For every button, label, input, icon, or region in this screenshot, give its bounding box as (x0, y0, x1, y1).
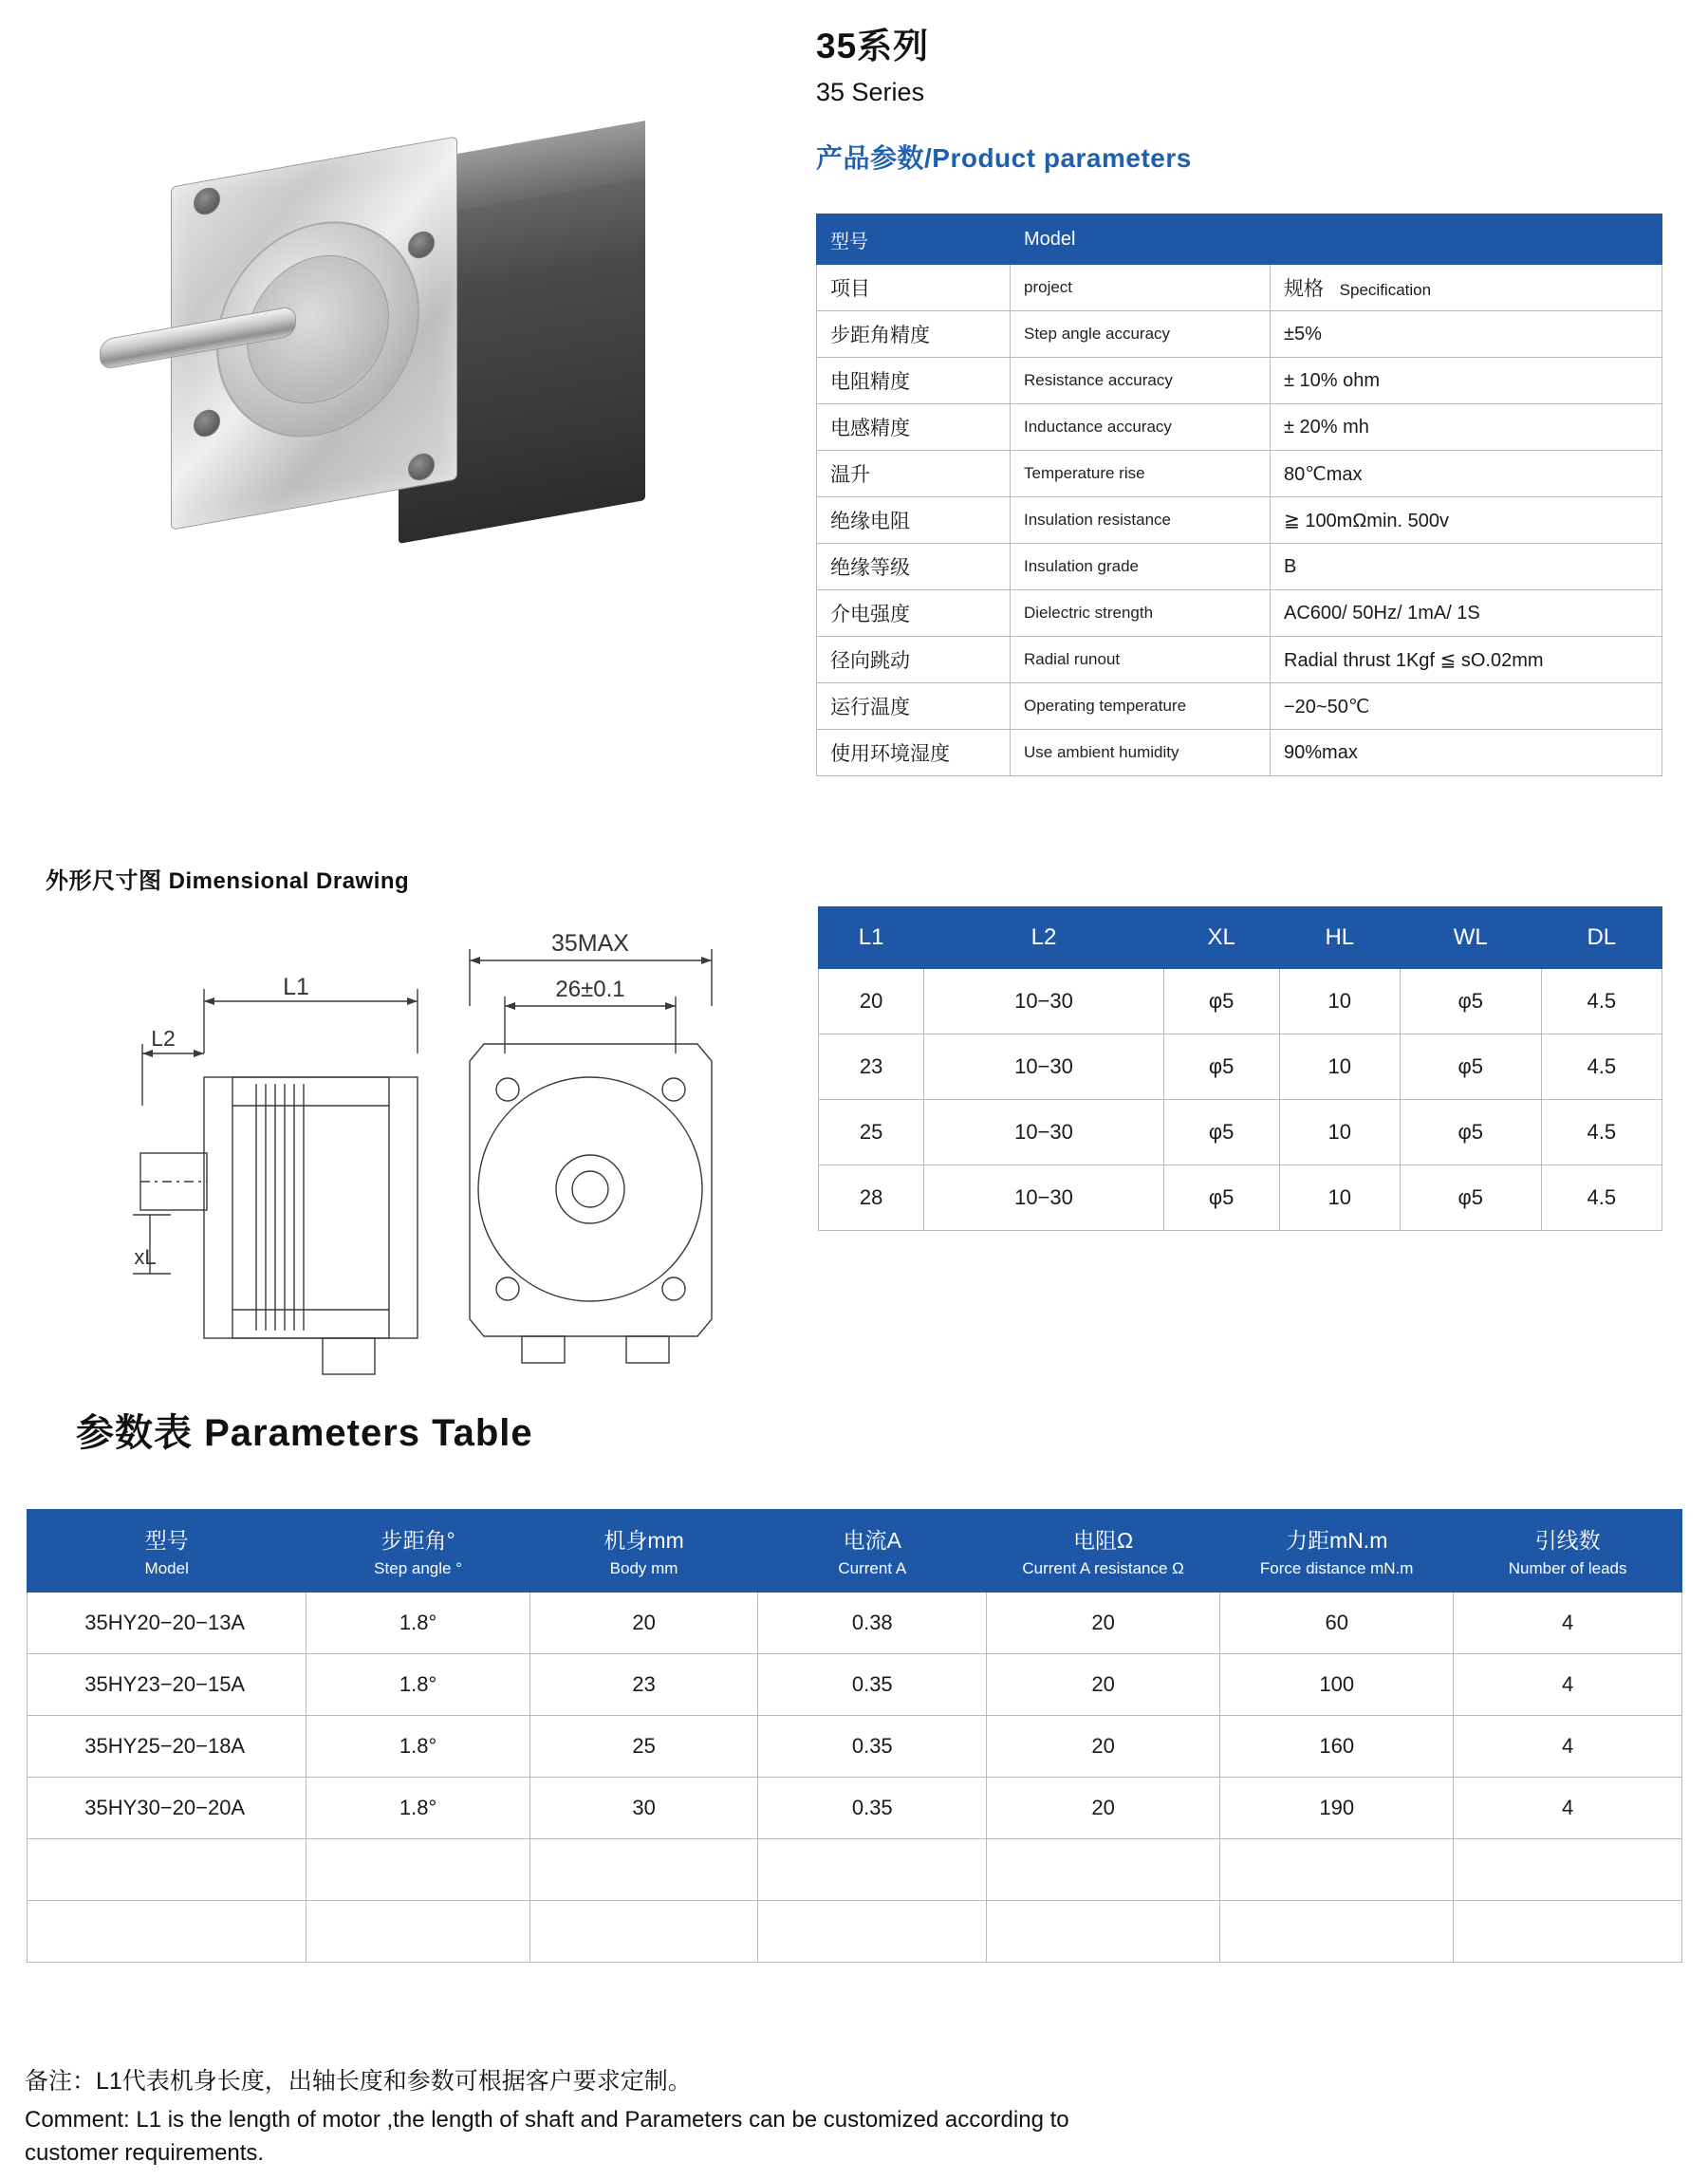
cell-model: 35HY30−20−20A (28, 1778, 306, 1839)
row-label-cn: 介电强度 (817, 590, 1011, 637)
row-value: ±5% (1271, 311, 1662, 358)
table-row (819, 969, 1662, 1034)
dim-label-xl: xL (134, 1245, 157, 1269)
param-col-model (28, 1510, 306, 1593)
param-col-leads (1454, 1510, 1682, 1593)
param-col-resistance (987, 1510, 1220, 1593)
cell: 0.35 (758, 1654, 987, 1716)
table-row (819, 1034, 1662, 1100)
dimensional-drawing-svg (38, 902, 788, 1386)
table-header-row (817, 214, 1662, 265)
cell: φ5 (1163, 969, 1279, 1034)
cell: φ5 (1400, 1100, 1541, 1165)
cell: 4 (1454, 1654, 1682, 1716)
row-label-en: Step angle accuracy (1011, 311, 1271, 358)
dim-label-l1: L1 (283, 974, 309, 1000)
row-value: B (1271, 544, 1662, 590)
cell: 1.8° (306, 1778, 529, 1839)
cell: φ5 (1400, 1165, 1541, 1231)
dimension-size-table (818, 906, 1662, 1231)
col-title-cn: 电阻Ω (1073, 1528, 1134, 1553)
page-header (816, 17, 1670, 176)
cell: 20 (987, 1716, 1220, 1778)
row-label-en: project (1011, 265, 1271, 311)
cell-model (28, 1901, 306, 1963)
size-col-wl: WL (1400, 907, 1541, 969)
row-label-cn: 使用环境湿度 (817, 730, 1011, 776)
table-row (819, 1100, 1662, 1165)
col-title-en: Body mm (609, 1559, 678, 1577)
row-value (1271, 265, 1662, 311)
cell: 0.35 (758, 1778, 987, 1839)
table-row (817, 497, 1662, 544)
cell (1454, 1901, 1682, 1963)
table-row (819, 1165, 1662, 1231)
cell (529, 1901, 758, 1963)
row-label-cn: 电阻精度 (817, 358, 1011, 404)
product-parameters-table (816, 214, 1662, 776)
table-header-row (819, 907, 1662, 969)
dimensional-drawing (38, 902, 788, 1386)
cell: φ5 (1400, 969, 1541, 1034)
table-row (817, 637, 1662, 683)
row-label-cn: 运行温度 (817, 683, 1011, 730)
col-title-cn: 步距角° (381, 1528, 455, 1553)
dim-label-bolt: 26±0.1 (555, 977, 625, 1002)
cell: 30 (529, 1778, 758, 1839)
cell: 4.5 (1541, 1100, 1662, 1165)
cell: 23 (529, 1654, 758, 1716)
row-label-cn: 电感精度 (817, 404, 1011, 451)
col-title-en: Force distance mN.m (1259, 1559, 1414, 1577)
param-col-step-angle (306, 1510, 529, 1593)
parameters-table (27, 1509, 1682, 1963)
cell: 60 (1220, 1593, 1454, 1654)
col-title-en: Model (144, 1559, 189, 1577)
col-title-en: Number of leads (1508, 1559, 1627, 1577)
col-title-en: Current A (838, 1559, 907, 1577)
cell: φ5 (1163, 1034, 1279, 1100)
cell: 10−30 (924, 1165, 1163, 1231)
cell: φ5 (1163, 1100, 1279, 1165)
cell: 4.5 (1541, 1165, 1662, 1231)
footnote (25, 2064, 1163, 2171)
row-value: ± 10% ohm (1271, 358, 1662, 404)
product-parameters-heading: 产品参数/Product parameters (816, 143, 1192, 173)
cell: φ5 (1400, 1034, 1541, 1100)
row-label-en: Dielectric strength (1011, 590, 1271, 637)
table-row (817, 730, 1662, 776)
row-value: ± 20% mh (1271, 404, 1662, 451)
table-row (817, 451, 1662, 497)
cell (306, 1839, 529, 1901)
header-model-en: Model (1011, 214, 1662, 265)
table-row (817, 358, 1662, 404)
cell: 20 (819, 969, 924, 1034)
col-title-cn: 电流A (843, 1528, 901, 1553)
motor-product-image (95, 133, 683, 569)
row-label-en: Temperature rise (1011, 451, 1271, 497)
dim-label-max: 35MAX (551, 930, 629, 957)
table-row (817, 590, 1662, 637)
cell: 100 (1220, 1654, 1454, 1716)
cell: φ5 (1163, 1165, 1279, 1231)
cell: 190 (1220, 1778, 1454, 1839)
row-label-cn: 绝缘电阻 (817, 497, 1011, 544)
cell: 0.35 (758, 1716, 987, 1778)
cell: 10−30 (924, 969, 1163, 1034)
table-row (817, 265, 1662, 311)
size-col-dl: DL (1541, 907, 1662, 969)
table-row (817, 311, 1662, 358)
size-col-hl: HL (1279, 907, 1400, 969)
dim-label-l2: L2 (151, 1026, 176, 1051)
row-label-cn: 项目 (817, 265, 1011, 311)
row-value: 90%max (1271, 730, 1662, 776)
row-label-en: Operating temperature (1011, 683, 1271, 730)
size-col-l2: L2 (924, 907, 1163, 969)
cell (529, 1839, 758, 1901)
table-row (28, 1716, 1682, 1778)
table-row (817, 683, 1662, 730)
col-title-en: Step angle ° (374, 1559, 462, 1577)
row-label-en: Radial runout (1011, 637, 1271, 683)
page-title-en: 35 Series (816, 78, 925, 106)
row-value: Radial thrust 1Kgf ≦ sO.02mm (1271, 637, 1662, 683)
size-col-xl: XL (1163, 907, 1279, 969)
cell: 20 (987, 1654, 1220, 1716)
table-row (28, 1778, 1682, 1839)
table-row (28, 1654, 1682, 1716)
row-label-en: Insulation resistance (1011, 497, 1271, 544)
table-row (28, 1593, 1682, 1654)
cell: 25 (529, 1716, 758, 1778)
cell (1220, 1901, 1454, 1963)
table-row (28, 1839, 1682, 1901)
cell: 10 (1279, 969, 1400, 1034)
cell: 4 (1454, 1593, 1682, 1654)
cell: 1.8° (306, 1593, 529, 1654)
cell-model: 35HY25−20−18A (28, 1716, 306, 1778)
dimensional-drawing-title: 外形尺寸图 Dimensional Drawing (46, 868, 410, 894)
row-label-en: Insulation grade (1011, 544, 1271, 590)
row-value: 80℃max (1271, 451, 1662, 497)
cell (987, 1839, 1220, 1901)
row-label-en: Inductance accuracy (1011, 404, 1271, 451)
cell: 10−30 (924, 1034, 1163, 1100)
spec-label-en: Specification (1339, 281, 1432, 299)
cell: 10 (1279, 1165, 1400, 1231)
table-row (817, 404, 1662, 451)
row-label-en: Resistance accuracy (1011, 358, 1271, 404)
cell (306, 1901, 529, 1963)
col-title-cn: 引线数 (1534, 1528, 1601, 1553)
table-row (817, 544, 1662, 590)
cell: 20 (529, 1593, 758, 1654)
cell: 10 (1279, 1100, 1400, 1165)
row-value: AC600/ 50Hz/ 1mA/ 1S (1271, 590, 1662, 637)
cell: 25 (819, 1100, 924, 1165)
cell: 10−30 (924, 1100, 1163, 1165)
cell (758, 1839, 987, 1901)
cell: 23 (819, 1034, 924, 1100)
cell: 20 (987, 1778, 1220, 1839)
cell: 4.5 (1541, 1034, 1662, 1100)
parameters-table-title: 参数表 Parameters Table (76, 1412, 533, 1454)
cell-model: 35HY23−20−15A (28, 1654, 306, 1716)
cell: 1.8° (306, 1654, 529, 1716)
cell: 20 (987, 1593, 1220, 1654)
row-label-cn: 径向跳动 (817, 637, 1011, 683)
param-col-body (529, 1510, 758, 1593)
cell (987, 1901, 1220, 1963)
cell: 4.5 (1541, 969, 1662, 1034)
cell: 10 (1279, 1034, 1400, 1100)
footnote-en: Comment: L1 is the length of motor ,the length of shaft and Parameters can be customized according to customer requirements. (25, 2107, 1069, 2167)
table-row (28, 1901, 1682, 1963)
size-col-l1: L1 (819, 907, 924, 969)
cell: 4 (1454, 1716, 1682, 1778)
col-title-cn: 机身mm (603, 1528, 684, 1553)
cell-model (28, 1839, 306, 1901)
row-label-en: Use ambient humidity (1011, 730, 1271, 776)
page-title-cn: 35系列 (816, 27, 930, 65)
table-header-row (28, 1510, 1682, 1593)
row-value: ≧ 100mΩmin. 500v (1271, 497, 1662, 544)
footnote-cn: 备注：L1代表机身长度，出轴长度和参数可根据客户要求定制。 (25, 2068, 692, 2095)
cell-model: 35HY20−20−13A (28, 1593, 306, 1654)
row-label-cn: 绝缘等级 (817, 544, 1011, 590)
row-label-cn: 温升 (817, 451, 1011, 497)
cell (1220, 1839, 1454, 1901)
param-col-torque (1220, 1510, 1454, 1593)
col-title-cn: 力距mN.m (1286, 1528, 1388, 1553)
col-title-en: Current A resistance Ω (1022, 1559, 1184, 1577)
cell: 0.38 (758, 1593, 987, 1654)
col-title-cn: 型号 (144, 1528, 189, 1553)
row-label-cn: 步距角精度 (817, 311, 1011, 358)
cell: 1.8° (306, 1716, 529, 1778)
cell: 160 (1220, 1716, 1454, 1778)
header-model-cn: 型号 (817, 214, 1011, 265)
param-col-current (758, 1510, 987, 1593)
cell (1454, 1839, 1682, 1901)
cell (758, 1901, 987, 1963)
cell: 28 (819, 1165, 924, 1231)
row-value: −20~50℃ (1271, 683, 1662, 730)
spec-label-cn: 规格 (1284, 278, 1324, 300)
cell: 4 (1454, 1778, 1682, 1839)
